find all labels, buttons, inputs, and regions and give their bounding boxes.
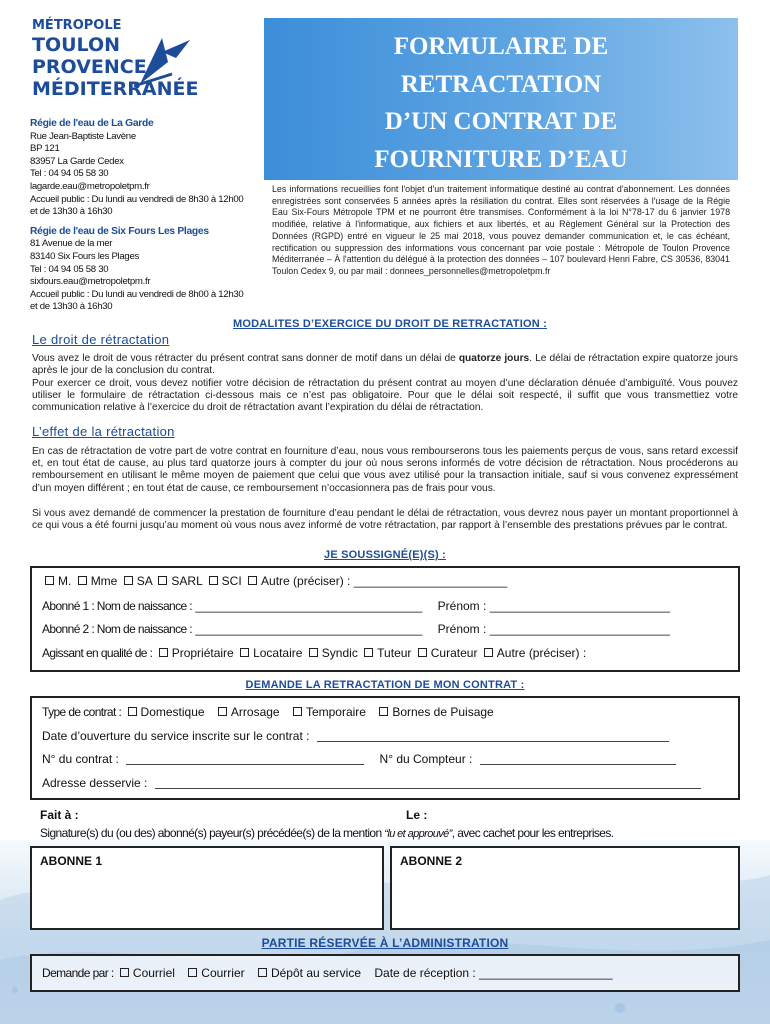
logo-line-2: TOULON (32, 34, 121, 56)
checkbox-m[interactable] (45, 576, 54, 585)
title-line: D’UN CONTRAT DE (384, 108, 618, 135)
title-banner (264, 18, 738, 180)
abonne-1-prenom-field[interactable]: ___________________________ (489, 599, 670, 613)
checkbox-temporaire[interactable] (293, 707, 302, 716)
signature-box-abonne-1[interactable] (30, 846, 384, 930)
title-line: FOURNITURE D’EAU (374, 145, 628, 173)
effet-retractation-title: L’effet de la rétractation (32, 424, 175, 439)
date-ouverture-row (42, 729, 669, 743)
contact-line: Accueil public : Du lundi au vendredi de 8h30 à 12h00 (30, 193, 244, 205)
contact-line: Tel : 04 94 05 58 30 (30, 263, 109, 275)
effet-paragraph-1: En cas de rétractation de votre part de votre contrat en fourniture d’eau, nous vous rembourserons tous les paiements perçus de vous, sans retard excessif et, en tout état de cause, au plus tard quatorze jours à compter du jour où nous serons informés de votre décision de rétractation. Nous procéderons au remboursement en utilisant le même moyen de paiement que celui que vous avez utilisé pour la transaction initiale, sauf si vous convenez expressément d’un moyen différent ; en tout état de cause, ce remboursement n’occasionnera pas de frais pour vous. (32, 446, 738, 494)
droit-paragraph-2: Pour exercer ce droit, vous devez notifier votre décision de rétractation du présent contrat au moyen d’une déclaration dénuée d’ambiguïté. Vous pouvez utiliser le formulaire de rétractation ci-dessous mais ce n’est pas obligatoire. Pour que le délai soit respecté, il suffit que vous transmettiez votre communication relative à l’exercice du droit de rétractation avant l’expiration du délai de rétractation. (32, 378, 738, 414)
checkbox-tuteur[interactable] (364, 648, 373, 657)
date-reception-field[interactable]: ____________________ (479, 966, 613, 980)
checkbox-sarl[interactable] (158, 576, 167, 585)
checkbox-sci[interactable] (209, 576, 218, 585)
checkbox-curateur[interactable] (418, 648, 427, 657)
regie-la-garde-heading: Régie de l'eau de La Garde (30, 118, 154, 129)
civilite-row: M. Mme SA SARL SCI Autre (préciser) : _______________________ (42, 574, 507, 588)
contact-line: Tel : 04 94 05 58 30 (30, 168, 109, 180)
checkbox-courriel[interactable] (120, 968, 129, 977)
type-contrat-label: Type de contrat : (42, 705, 122, 719)
date-ouverture-field[interactable] (317, 731, 669, 742)
title-line: RETRACTATION (400, 70, 602, 98)
regie-six-fours-heading: Régie de l'eau de Six Fours Les Plages (30, 225, 209, 237)
abonne-1-label: Abonné 1 : Nom de naissance : (42, 599, 193, 613)
checkbox-autre[interactable] (248, 576, 257, 585)
logo-line-4: MÉDITERRANÉE (32, 78, 199, 100)
soussigne-heading: JE SOUSSIGNÉ(E)(S) : (324, 549, 446, 561)
abonne-2-label: Abonné 2 : Nom de naissance : (42, 622, 193, 636)
contact-block (30, 118, 260, 314)
fait-a-label: Fait à : (40, 808, 79, 822)
checkbox-proprietaire[interactable] (159, 648, 168, 657)
contact-email: lagarde.eau@metropoletpm.fr (30, 180, 150, 192)
contact-line: 81 Avenue de la mer (30, 238, 113, 250)
admin-box (30, 954, 740, 992)
checkbox-courrier[interactable] (188, 968, 197, 977)
contact-line: 83957 La Garde Cedex (30, 155, 124, 167)
signature-box-abonne-2[interactable] (390, 846, 740, 930)
prenom-label: Prénom : (437, 622, 487, 636)
metropole-logo (32, 18, 212, 108)
contact-line: Accueil public : Du lundi au vendredi de 8h00 à 12h30 (30, 288, 244, 300)
abonne-2-name-field[interactable]: __________________________________ (195, 622, 423, 636)
type-contrat-row: Type de contrat : Domestique Arrosage Temporaire Bornes de Puisage (42, 705, 494, 719)
adresse-row (42, 776, 701, 790)
date-ouverture-label: Date d’ouverture du service inscrite sur le contrat : (42, 729, 310, 743)
form-title (264, 28, 738, 178)
checkbox-bornes[interactable] (379, 707, 388, 716)
effet-paragraph-2: Si vous avez demandé de commencer la prestation de fourniture d’eau pendant le délai de rétractation, vous devrez nous payer un montant proportionnel à ce qui vous a été fourni jusqu’au moment où vous nous avez informé de votre rétractation, par rapport à l’ensemble des prestations prévues par le contrat. (32, 508, 738, 532)
checkbox-syndic[interactable] (309, 648, 318, 657)
abonne-1-signature-label: ABONNE 1 (40, 854, 103, 868)
checkbox-sa[interactable] (124, 576, 133, 585)
demande-box (30, 696, 740, 800)
abonne-1-row (42, 599, 670, 613)
contact-email: sixfours.eau@metropoletpm.fr (30, 276, 151, 288)
date-reception-label: Date de réception : (374, 966, 476, 980)
adresse-field[interactable] (155, 778, 701, 789)
contact-line: BP 121 (30, 143, 60, 155)
le-label: Le : (406, 808, 428, 822)
contrat-field[interactable] (126, 754, 364, 765)
privacy-notice: Les informations recueillies font l'objet d'un traitement informatique destiné au contrat d'abonnement. Les données enregistrées sont conservées 5 années après la résiliation du contrat. Elles sont réservées à l'usage de la Régie Eau Six-Fours Métropole TPM et ne pourront être transmises. Conformément à la loi N°78-17 du 6 janvier 1978 modifiée, relative à l'informatique, aux fichiers et aux libertés, et au Règlement Général sur la Protection des Données (RGPD) entré en vigueur le 25 mai 2018, vous pouvez demander communication et, le cas échéant, rectification ou suppression des informations vous concernant par voie postale : Métropole de Toulon Provence Méditerranée – À l'attention du délégué à la protection des données – 107 boulevard Henri Fabre, CS 30536, 83041 Toulon Cedex 9, ou par mail : donnees_personnelles@metropoletpm.fr (272, 184, 730, 276)
checkbox-mme[interactable] (78, 576, 87, 585)
logo-line-1: MÉTROPOLE (32, 18, 122, 33)
qualite-row: Agissant en qualité de : Propriétaire Locataire Syndic Tuteur Curateur Autre (préciser) : (42, 646, 587, 660)
abonne-2-row (42, 622, 670, 636)
compteur-label: N° du Compteur : (379, 752, 473, 766)
contact-line: et de 13h30 à 16h30 (30, 206, 113, 218)
demande-heading: DEMANDE LA RETRACTATION DE MON CONTRAT : (245, 679, 525, 691)
demande-par-label: Demande par : (42, 966, 114, 980)
qualite-label: Agissant en qualité de : (42, 646, 153, 660)
checkbox-locataire[interactable] (240, 648, 249, 657)
contact-line: et de 13h30 à 16h30 (30, 301, 113, 313)
windsurfer-icon (132, 32, 194, 88)
numeros-row (42, 752, 676, 766)
signature-instruction: Signature(s) du (ou des) abonné(s) payeur(s) précédée(s) de la mention “lu et approuvé”, avec cachet pour les entreprises. (40, 826, 614, 840)
title-line: FORMULAIRE DE (393, 33, 609, 60)
admin-row: Demande par : Courriel Courrier Dépôt au service Date de réception : ____________________ (42, 966, 613, 980)
compteur-field[interactable] (480, 754, 676, 765)
droit-paragraph-1: Vous avez le droit de vous rétracter du présent contrat sans donner de motif dans un délai de quatorze jours. Le délai de rétractation expire quatorze jours après le jour de la conclusion du contrat. (32, 353, 738, 377)
modalites-heading: MODALITES D’EXERCICE DU DROIT DE RETRACTATION : (233, 318, 547, 330)
checkbox-qualite-autre[interactable] (484, 648, 493, 657)
adresse-label: Adresse desservie : (42, 776, 148, 790)
contact-line: 83140 Six Fours les Plages (30, 250, 139, 262)
contact-line: Rue Jean-Baptiste Lavène (30, 130, 136, 142)
checkbox-depot[interactable] (258, 968, 267, 977)
droit-retractation-title: Le droit de rétractation (32, 332, 170, 347)
logo-line-3: PROVENCE (32, 56, 147, 78)
prenom-label: Prénom : (437, 599, 487, 613)
abonne-2-prenom-field[interactable]: ___________________________ (489, 622, 670, 636)
checkbox-arrosage[interactable] (218, 707, 227, 716)
civilite-autre-field[interactable]: _______________________ (353, 574, 508, 588)
contrat-label: N° du contrat : (42, 752, 119, 766)
abonne-1-name-field[interactable]: __________________________________ (195, 599, 423, 613)
abonne-2-signature-label: ABONNE 2 (400, 854, 463, 868)
admin-heading: PARTIE RÉSERVÉE À L’ADMINISTRATION (261, 936, 509, 950)
checkbox-domestique[interactable] (128, 707, 137, 716)
soussigne-box (30, 566, 740, 672)
